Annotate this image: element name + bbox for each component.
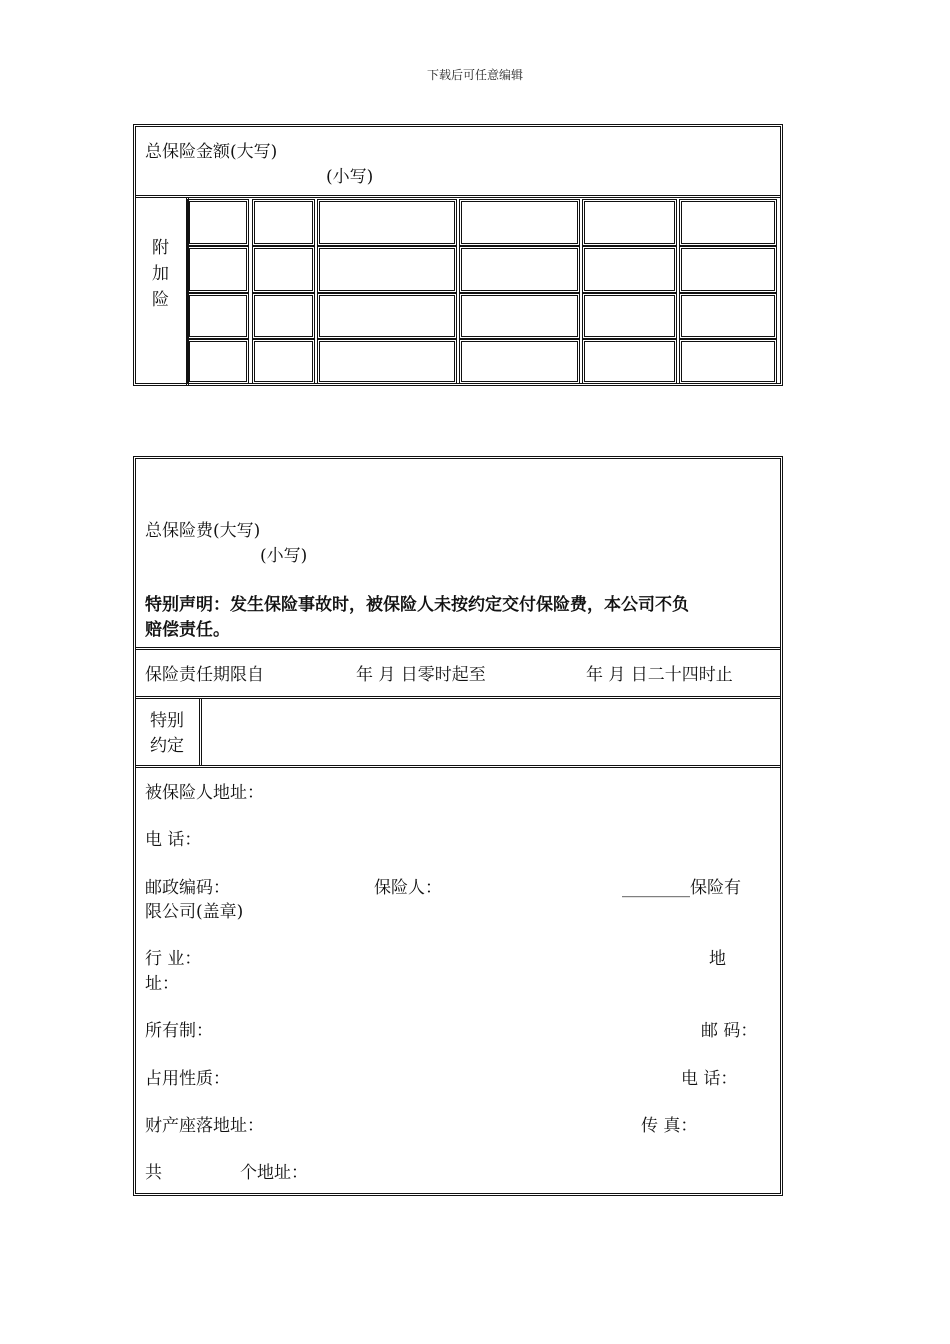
occupancy-label: 占用性质： (145, 1069, 230, 1089)
special-terms-column-divider (199, 699, 202, 765)
phone-label: 电 话： (145, 830, 202, 850)
rider-cell[interactable] (582, 293, 677, 339)
insurer-address-label-2: 址： (145, 974, 179, 994)
property-address-label: 财产座落地址： (145, 1116, 264, 1136)
rider-cell[interactable] (679, 339, 777, 384)
period-start-label: 保险责任期限自 (145, 665, 264, 685)
rider-cell[interactable] (459, 293, 580, 339)
insured-amount-table (133, 124, 783, 386)
special-statement-line2: 赔偿责任。 (145, 620, 230, 640)
table1-divider (136, 195, 780, 198)
rider-cell[interactable] (459, 246, 580, 293)
rider-cell[interactable] (459, 339, 580, 384)
total-premium-label: 总保险费(大写) (145, 521, 261, 541)
rider-label (152, 235, 174, 313)
total-premium-lowercase-label: (小写) (260, 546, 308, 566)
rider-cell[interactable] (252, 199, 315, 246)
insurer-label: 保险人： (374, 878, 442, 898)
rider-cell[interactable] (317, 199, 457, 246)
rider-label-char: 附 (152, 238, 169, 258)
rider-cell[interactable] (187, 339, 249, 384)
special-terms-label-line2: 约定 (150, 736, 184, 756)
rider-cell[interactable] (187, 246, 249, 293)
rider-cell[interactable] (317, 339, 457, 384)
fax-label: 传 真： (641, 1116, 698, 1136)
rider-cell[interactable] (187, 293, 249, 339)
rider-cell[interactable] (679, 293, 777, 339)
rider-cell[interactable] (252, 293, 315, 339)
rider-cell[interactable] (252, 246, 315, 293)
rider-cell[interactable] (582, 339, 677, 384)
rider-cell[interactable] (679, 246, 777, 293)
rider-cell[interactable] (582, 246, 677, 293)
rider-cell[interactable] (187, 199, 249, 246)
total-insured-amount-label: 总保险金额(大写) (145, 142, 278, 162)
insurer-company-line1: ________保险有 (622, 878, 741, 898)
insured-address-label: 被保险人地址： (145, 783, 264, 803)
total-addresses-prefix: 共 (145, 1163, 162, 1183)
special-terms-label-line1: 特别 (150, 711, 184, 731)
total-insured-amount-lowercase-label: (小写) (326, 167, 374, 187)
insurer-company-line2: 限公司(盖章) (145, 902, 244, 922)
special-terms-divider (136, 765, 780, 768)
special-statement-line1: 特别声明：发生保险事故时，被保险人未按约定交付保险费，本公司不负 (145, 595, 689, 615)
industry-label: 行 业： (145, 949, 202, 969)
premium-divider (136, 647, 780, 650)
period-divider (136, 696, 780, 699)
rider-cell[interactable] (582, 199, 677, 246)
insurer-phone-label: 电 话： (681, 1069, 738, 1089)
postal-code-label: 邮政编码： (145, 878, 230, 898)
rider-cell[interactable] (252, 339, 315, 384)
special-terms-field[interactable] (206, 701, 774, 761)
period-end-label: 年 月 日二十四时止 (586, 665, 733, 685)
header-note: 下载后可任意编辑 (426, 68, 523, 82)
rider-label-char: 险 (152, 290, 169, 310)
insurer-postcode-label: 邮 码： (701, 1021, 758, 1041)
insurer-address-label-1: 地 (709, 949, 726, 969)
total-addresses-suffix: 个地址： (240, 1163, 308, 1183)
rider-label-char: 加 (152, 264, 169, 284)
rider-cell[interactable] (459, 199, 580, 246)
ownership-label: 所有制： (145, 1021, 213, 1041)
premium-table (133, 456, 783, 1196)
rider-cell[interactable] (317, 293, 457, 339)
rider-cell[interactable] (679, 199, 777, 246)
rider-cell[interactable] (317, 246, 457, 293)
period-mid-label: 年 月 日零时起至 (356, 665, 486, 685)
